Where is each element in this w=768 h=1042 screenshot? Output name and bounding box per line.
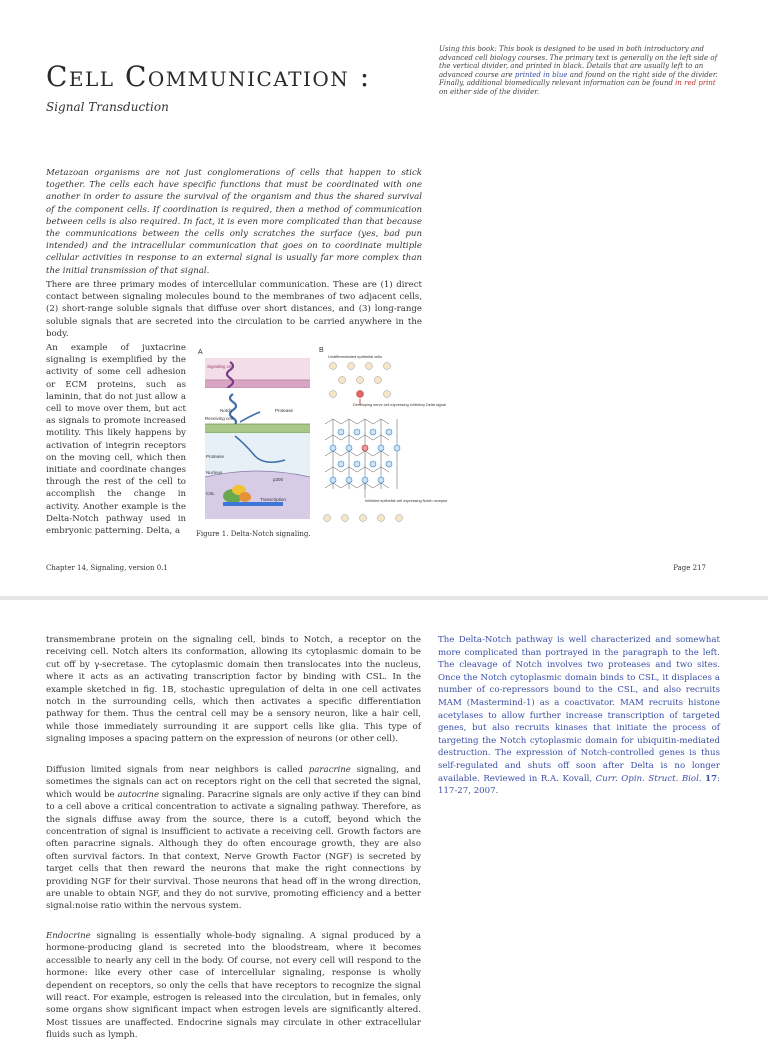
sidenote-text: The Delta-Notch pathway is well characterized and somewhat more complicated than portrayed in the paragraph to the left. The cleavage of Notch involves two proteases and two sites. Once the Notch cytoplasmic domain binds to CSL, it displaces a number of co-repressors bound to the CSL, and also recruits MAM (Mastermind-1) as a coactivator. MAM recruits histone acetylases to allow further increase transcription of targeted genes, but also recruits kinases that initiate the process of targeting the Notch cytoplasmic domain for ubiquitin-mediated destruction. The expression of Notch-controlled genes is thus self-regulated and shuts off soon after Delta is no longer available. Reviewed in R.A. Kovall, [438, 635, 720, 784]
notch-label: Notch [220, 408, 232, 413]
paracrine-text: Diffusion limited signals from near neighbors is called [46, 765, 309, 775]
signaling-membrane [205, 380, 310, 388]
journal-volume: 17 [705, 773, 718, 784]
figure-caption: Figure 1. Delta-Notch signaling. [196, 530, 311, 538]
signaling-cell-label: Signaling cell [207, 364, 234, 369]
sidenote-text: and found on the right side of the divider. Finally, additional biomedically relevant information can be found [439, 70, 718, 87]
protease-label-1: Protease [275, 408, 294, 413]
endocrine-term: Endocrine [46, 931, 91, 941]
sidenote-text: Using this book: This book is designed to be used in both introductory and advanced cell biology courses. The primary text is generally on the left side of the vertical divider, and printed in black. Details that are usually left to an advanced course are [439, 45, 718, 79]
bottom-cells [324, 515, 403, 522]
undifferentiated-label: Undifferentiated epithelial cells [328, 354, 383, 359]
p300-label: p300 [273, 477, 284, 482]
protease-label-2: Protease [206, 454, 225, 459]
page-title: Cell Communication : [46, 60, 371, 93]
journal-name: Curr. Opin. Struct. Biol. [595, 773, 702, 784]
usage-sidenote [439, 45, 723, 96]
page-number: Page 217 [673, 564, 706, 572]
autocrine-term: autocrine [117, 789, 160, 800]
lattice-cells-red [362, 445, 368, 451]
advanced-sidenote [438, 634, 720, 798]
page-218 [0, 600, 768, 1041]
nucleus-region [205, 471, 310, 519]
intro-paragraph: Metazoan organisms are not just conglomerations of cells that happen to stick together. The cells each have specific functions that must be coordinated with one another in order to assure the survival of the organism and thus the shared survival of the component cells. If coordination is required, then a method of communication between cells is also required. In fact, it is even more complicated than that because the communications between the cells only scratches the surface (yes, bad pun intended) and the intracellular communication that goes on to coordinate multiple cellular activities in response to an external signal is usually far more complex than the initial transmission of that signal. [46, 168, 422, 276]
sidenote-blue-text: printed in blue [514, 70, 568, 79]
endocrine-paragraph [46, 930, 421, 1042]
juxtacrine-paragraph: An example of juxtacrine signaling is exemplified by the activity of some cell adhesion or ECM proteins, such as laminin, that do not just allow a cell to move over them, but act as signals to promote increased motility. This likely happens by activation of integrin receptors on the moving cell, which then initiate and coordinate changes through the rest of the cell to accomplish the change in activity. Another example is the Delta-Notch pathway used in embryonic patterning. Delta, a [46, 343, 186, 537]
panel-a-label: A [198, 349, 203, 356]
inhibited-label: Inhibited epithelial cell expressing Notch receptor [365, 499, 448, 503]
csl-label: CSL [206, 491, 215, 496]
developing-label [353, 403, 446, 407]
paracrine-paragraph [46, 764, 421, 913]
paracrine-text: signaling. Paracrine signals are only active if they can bind to a cell above a critical concentration to activate a signaling pathway. Therefore, as the signals diffuse away from the source, there is a cutoff, beyond which the concentration of signal is insufficient to activate a receiving cell. Growth factors are often paracrine signals. Although they do often encourage growth, they are also often survival factors. In that context, Nerve Growth Factor (NGF) is secreted by target cells that then reward the neurons that make the right connections by providing NGF for their survival. Those neurons that head off in the wrong direction, are unable to obtain NGF, and they do not survive, promoting efficiency and a better signal:noise ratio within the nervous system. [46, 789, 421, 912]
receiving-cell-label: Receiving cell [205, 416, 233, 421]
modes-paragraph: There are three primary modes of intercellular communication. These are (1) direct contact between signaling molecules bound to the membranes of two adjacent cells, (2) short-range soluble signals that diffuse over short distances, and (3) long-range soluble signals that are secreted into the circulation to be carried anywhere in the body. [46, 280, 422, 339]
notch-paragraph: transmembrane protein on the signaling cell, binds to Notch, a receptor on the receiving cell. Notch alters its conformation, allowing its cytoplasmic domain to be cut off by γ-secretase. The cytoplasmic domain then translocates into the nucleus, where it acts as an activating transcription factor by binding with CSL. In the example sketched in fig. 1B, stochastic upregulation of delta in one cell activates notch in the surrounding cells, which then activates a specific differentiation pathway for them. Thus the central cell may be a sensory neuron, like a hair cell, while those immediately surrounding it are support cells like glia. This type of signaling imposes a spacing pattern on the expression of neurons (or other cell). [46, 635, 421, 745]
page-subtitle: Signal Transduction [46, 100, 169, 114]
chapter-footer: Chapter 14, Signaling, version 0.1 [46, 564, 168, 572]
delta-notch-figure [195, 344, 448, 530]
nucleus-label: Nucleus [206, 470, 223, 475]
transcription-label: Transcription [260, 497, 286, 502]
receiving-membrane [205, 424, 310, 433]
panel-b-label: B [319, 347, 324, 354]
developing-label-text: Developing nerve cell expressing inhibitory Delta signal [353, 403, 446, 407]
paracrine-term: paracrine [308, 765, 351, 775]
endocrine-text: signaling is essentially whole-body signaling. A signal produced by a hormone-producing gland is secreted into the bloodstream, where it becomes accessible to nearly any cell in the body. Of course, not every cell will respond to the hormone: like every other case of intercellular signaling, response is wholly dependent on receptors, so only the cells that have receptors to recognize the signal will react. For example, estrogen is released into the circulation, but in females, only some organs show significant impact when estrogen levels are significantly altered. Most tissues are unaffected. Endocrine signals may circulate in other extracellular fluids such as lymph. [46, 931, 421, 1041]
sidenote-text: : 117-27, 2007. [438, 773, 720, 797]
paracrine-text: signaling, and sometimes the signals can act on receptors right on the cell that secreted the signal, which would be [46, 765, 421, 800]
sidenote-text: on either side of the divider. [439, 87, 540, 96]
sidenote-red-text: in red print [675, 79, 716, 87]
